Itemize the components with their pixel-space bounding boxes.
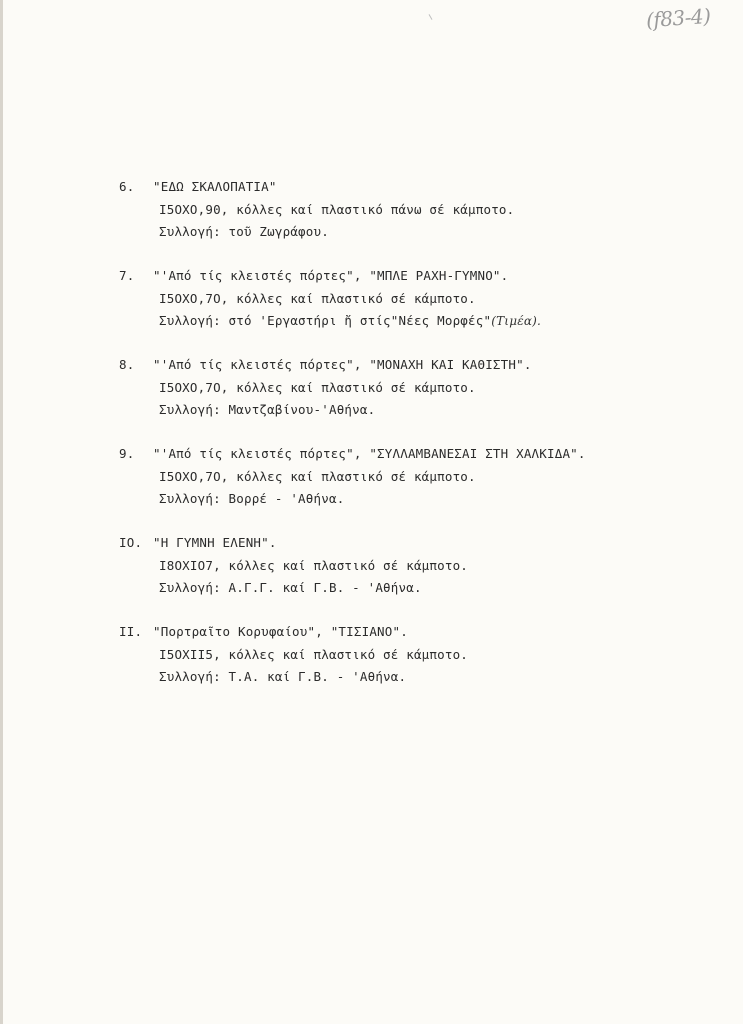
entry-collection: Συλλογή: Βορρέ - 'Αθήνα. [159,491,345,506]
entry-heading [119,621,468,644]
entry-title: "'Από τίς κλειστές πόρτες", "ΜΟΝΑΧΗ ΚΑΙ ΚΑΘΙΣΤΗ". [153,357,532,372]
entry-details: I5OXO,90, κόλλες καί πλαστικό πάνω σέ κάμποτο. [159,201,515,217]
entry-details: I5OXO,7O, κόλλες καί πλαστικό σέ κάμποτο. [159,290,476,306]
entry-details: I8OXIO7, κόλλες καί πλαστικό σέ κάμποτο. [159,557,469,573]
catalog-entry-7 [119,265,541,333]
entry-collection: Συλλογή: Α.Γ.Γ. καί Γ.Β. - 'Αθήνα. [159,580,422,595]
entry-title: "'Από τίς κλειστές πόρτες", "ΣΥΛΛΑΜΒΑΝΕΣΑΙ ΣΤΗ ΧΑΛΚΙΔΑ". [153,446,586,461]
entry-collection: Συλλογή: Τ.Α. καί Γ.Β. - 'Αθήνα. [159,669,407,684]
entry-details: I5OXO,7O, κόλλες καί πλαστικό σέ κάμποτο. [159,379,476,395]
entry-title: "Η ΓΥΜΝΗ ΕΛΕΝΗ". [153,535,277,550]
entry-number: IO. [119,535,143,550]
entry-title: "ΕΔΩ ΣΚΑΛΟΠΑΤΙΑ" [153,179,277,194]
entry-collection: Συλλογή: Μαντζαβίνου-'Αθήνα. [159,402,376,417]
stray-mark [429,14,433,20]
entry-heading [119,354,532,377]
entry-details: I5OXO,7O, κόλλες καί πλαστικό σέ κάμποτο. [159,468,476,484]
entry-title: "Πορτραῖτο Κορυφαίου", "ΤΙΣΙΑΝΟ". [153,624,408,639]
entry-collection: Συλλογή: τοῦ Ζωγράφου. [159,224,329,239]
entry-collection-line [119,310,541,333]
entry-number: 7. [119,268,135,283]
entry-collection: Συλλογή: στό 'Εργαστήρι ἤ στίς"Νέες Μορφές" [159,313,492,328]
entry-number: 6. [119,179,135,194]
catalog-entry-10 [119,532,468,600]
entry-title: "'Από τίς κλειστές πόρτες", "ΜΠΛΕ ΡΑΧΗ-ΓΥΜΝΟ". [153,268,509,283]
handwritten-annotation: (Τιμέα). [491,314,542,328]
catalog-entry-11 [119,621,468,689]
entry-heading [119,443,586,466]
catalog-entry-8 [119,354,532,422]
entry-heading [119,532,468,555]
corner-handwritten-note: (f83-4) [645,3,712,33]
entry-number: 8. [119,357,135,372]
entry-heading [119,265,541,288]
catalog-entry-6 [119,176,514,244]
entry-details: I5OXII5, κόλλες καί πλαστικό σέ κάμποτο. [159,646,469,662]
catalog-entry-9 [119,443,586,511]
entry-number: II. [119,624,143,639]
entry-number: 9. [119,446,135,461]
page-edge [0,0,3,1024]
entry-heading [119,176,514,199]
